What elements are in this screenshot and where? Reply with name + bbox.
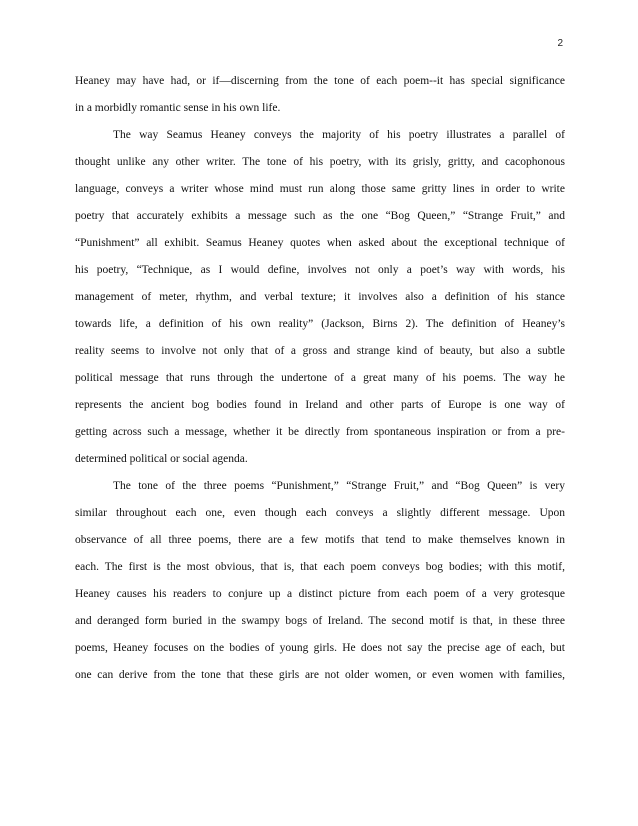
text-line: Heaney may have had, or if—discerning from the tone of each poem--it has special significance: [75, 75, 565, 87]
text-line: thought unlike any other writer. The tone of his poetry, with its grisly, gritty, and cacophonous: [75, 156, 565, 168]
text-line: observance of all three poems, there are a few motifs that tend to make themselves known in: [75, 534, 565, 546]
text-line: towards life, a definition of his own reality” (Jackson, Birns 2). The definition of Heaney’s: [75, 318, 565, 330]
text-line: political message that runs through the undertone of a great many of his poems. The way he: [75, 372, 565, 384]
text-line: Heaney causes his readers to conjure up a distinct picture from each poem of a very grotesque: [75, 588, 565, 600]
text-line: language, conveys a writer whose mind must run along those same gritty lines in order to write: [75, 183, 565, 195]
paragraph-1: [75, 68, 565, 122]
text-line: The tone of the three poems “Punishment,” “Strange Fruit,” and “Bog Queen” is very: [113, 480, 565, 492]
document-body: [75, 68, 565, 689]
text-line: poems, Heaney focuses on the bodies of young girls. He does not say the precise age of each, but: [75, 642, 565, 654]
text-line: determined political or social agenda.: [75, 453, 248, 465]
paragraph-3: [75, 473, 565, 689]
text-line: in a morbidly romantic sense in his own life.: [75, 102, 281, 114]
text-line: and deranged form buried in the swampy bogs of Ireland. The second motif is that, in these three: [75, 615, 565, 627]
text-line: The way Seamus Heaney conveys the majority of his poetry illustrates a parallel of: [113, 129, 565, 141]
text-line: “Punishment” all exhibit. Seamus Heaney quotes when asked about the exceptional technique of: [75, 237, 565, 249]
text-line: each. The first is the most obvious, that is, that each poem conveys bog bodies; with this motif,: [75, 561, 565, 573]
paragraph-2: [75, 122, 565, 473]
text-line: his poetry, “Technique, as I would define, involves not only a poet’s way with words, his: [75, 264, 565, 276]
text-line: represents the ancient bog bodies found in Ireland and other parts of Europe is one way of: [75, 399, 565, 411]
text-line: management of meter, rhythm, and verbal texture; it involves also a definition of his stance: [75, 291, 565, 303]
text-line: reality seems to involve not only that of a gross and strange kind of beauty, but also a subtle: [75, 345, 565, 357]
text-line: poetry that accurately exhibits a message such as the one “Bog Queen,” “Strange Fruit,” and: [75, 210, 565, 222]
text-line: getting across such a message, whether it be directly from spontaneous inspiration or from a pre-: [75, 426, 565, 438]
page-number: 2: [557, 38, 563, 49]
text-line: similar throughout each one, even though each conveys a slightly different message. Upon: [75, 507, 565, 519]
text-line: one can derive from the tone that these girls are not older women, or even women with families,: [75, 669, 565, 681]
